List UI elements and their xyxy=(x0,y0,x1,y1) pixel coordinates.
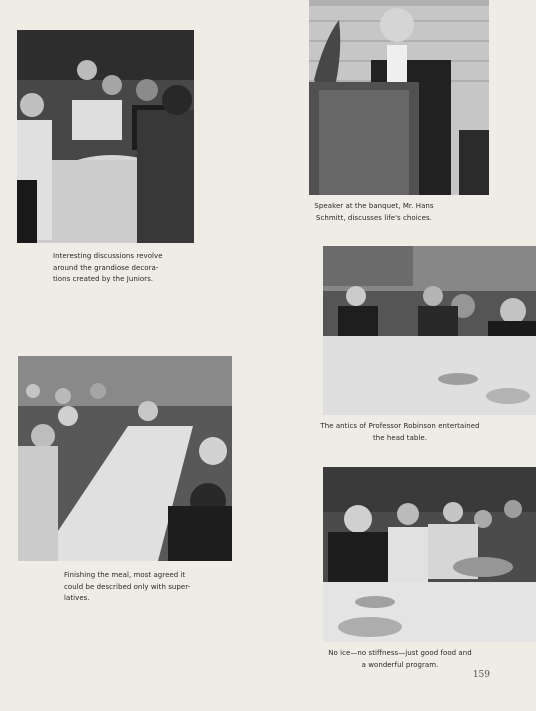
photo-discussions xyxy=(17,30,194,243)
caption-finishing-meal xyxy=(64,570,224,605)
caption-line: the head table. xyxy=(372,433,428,442)
caption-line: could be described only with super- xyxy=(64,582,191,591)
caption-line: The antics of Professor Robinson entertained xyxy=(320,422,480,430)
caption-line: No ice—no stiffness—just good food and xyxy=(328,649,472,657)
caption-line: tions created by the Juniors. xyxy=(53,275,154,283)
caption-line: around the grandiose decora- xyxy=(53,263,159,272)
caption-line: Speaker at the banquet, Mr. Hans xyxy=(314,202,434,210)
photo-wonderful-program xyxy=(323,467,536,642)
caption-wonderful-program xyxy=(315,648,485,671)
caption-discussions xyxy=(53,251,213,286)
caption-line: Interesting discussions revolve xyxy=(53,252,163,260)
caption-line: latives. xyxy=(64,594,90,602)
caption-speaker xyxy=(300,201,448,224)
caption-head-table xyxy=(310,421,490,444)
photo-speaker xyxy=(309,0,489,195)
page-number: 159 xyxy=(472,670,490,680)
caption-line: Schmitt, discusses life's choices. xyxy=(316,213,432,222)
caption-line: Finishing the meal, most agreed it xyxy=(64,571,186,579)
photo-head-table xyxy=(323,246,536,415)
photo-finishing-meal xyxy=(18,356,232,561)
caption-line: a wonderful program. xyxy=(361,660,439,669)
